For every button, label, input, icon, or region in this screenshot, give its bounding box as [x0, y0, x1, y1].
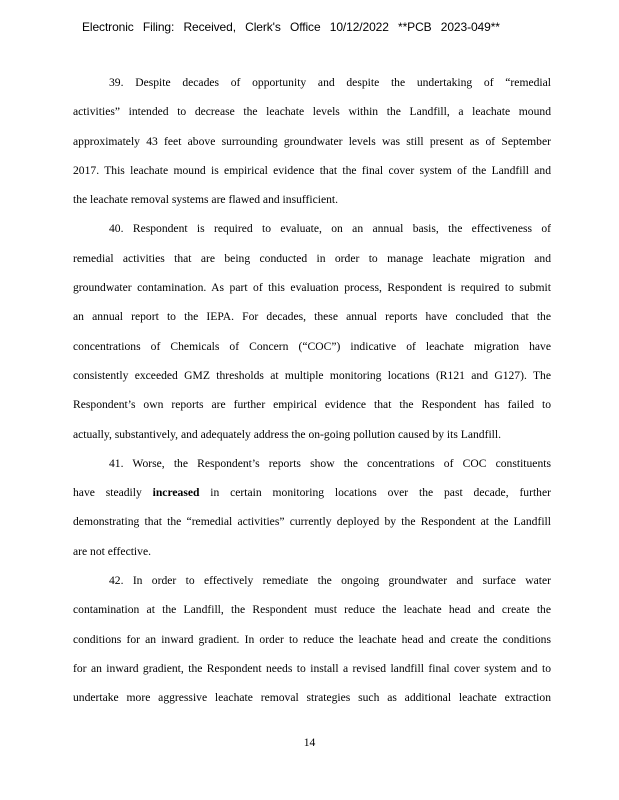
- text-line: are not effective.: [73, 544, 151, 558]
- text-line: approximately 43 feet above surrounding groundwater levels was still present as of September: [73, 134, 551, 148]
- text-line: 2017. This leachate mound is empirical evidence that the final cover system of the Landfill and: [73, 163, 551, 177]
- text-line: concentrations of Chemicals of Concern (“COC”) indicative of leachate migration have: [73, 339, 551, 353]
- text-line: activities” intended to decrease the leachate levels within the Landfill, a leachate mound: [73, 105, 551, 119]
- text-line: the leachate removal systems are flawed and insufficient.: [73, 193, 339, 207]
- text-line: [73, 478, 551, 507]
- paragraph-40: [73, 214, 551, 448]
- text-run: have steadily: [73, 486, 153, 500]
- text-line: 39. Despite decades of opportunity and despite the undertaking of “remedial: [109, 76, 551, 89]
- text-line: groundwater contamination. As part of this evaluation process, Respondent is required to submit: [73, 281, 551, 295]
- text-line: consistently exceeded GMZ thresholds at multiple monitoring locations (R121 and G127). The: [73, 368, 551, 382]
- paragraph-39: [73, 68, 551, 214]
- text-line: Respondent’s own reports are further empirical evidence that the Respondent has failed to: [73, 398, 551, 412]
- page-number: 14: [303, 736, 316, 749]
- text-line: actually, substantively, and adequately address the on-going pollution caused by its Landfill.: [73, 427, 502, 441]
- text-line: remedial activities that are being conducted in order to manage leachate migration and: [73, 251, 551, 265]
- text-run: in certain monitoring locations over the past decade, further: [199, 486, 551, 500]
- document-body: [73, 68, 551, 713]
- text-line: 41. Worse, the Respondent’s reports show the concentrations of COC constituents: [109, 456, 551, 470]
- paragraph-41: [73, 449, 551, 566]
- text-line: undertake more aggressive leachate removal strategies such as additional leachate extraction: [73, 691, 551, 705]
- emphasized-word: increased: [152, 486, 200, 500]
- text-line: for an inward gradient, the Respondent needs to install a revised landfill final cover system and to: [73, 661, 551, 675]
- paragraph-42: [73, 566, 551, 712]
- text-line: 40. Respondent is required to evaluate, on an annual basis, the effectiveness of: [109, 222, 551, 236]
- text-line: 42. In order to effectively remediate the ongoing groundwater and surface water: [109, 574, 551, 588]
- text-line: conditions for an inward gradient. In order to reduce the leachate head and create the conditions: [73, 632, 551, 646]
- text-line: an annual report to the IEPA. For decades, these annual reports have concluded that the: [73, 310, 551, 324]
- filing-stamp-header: Electronic Filing: Received, Clerk's Office 10/12/2022 **PCB 2023-049**: [82, 20, 500, 34]
- text-line: demonstrating that the “remedial activities” currently deployed by the Respondent at the Landfill: [73, 515, 551, 529]
- text-line: contamination at the Landfill, the Respondent must reduce the leachate head and create the: [73, 603, 551, 617]
